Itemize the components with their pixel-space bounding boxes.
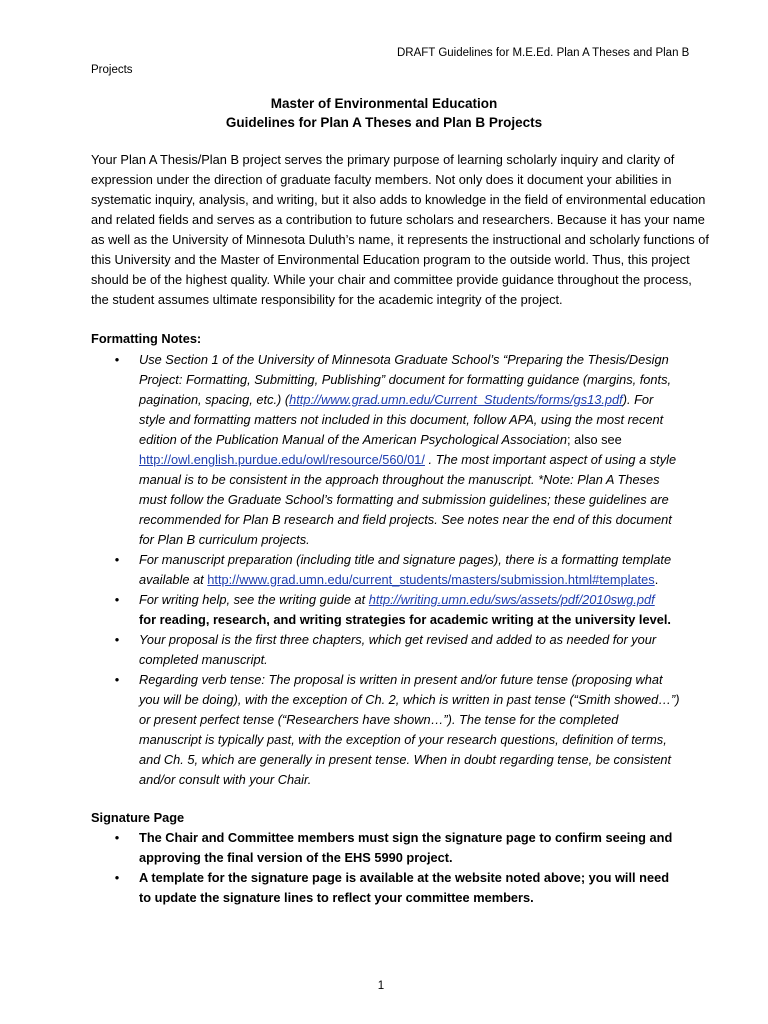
formatting-text: ; also see	[567, 432, 622, 447]
formatting-text: ). For style and formatting matters not included in this document, follow APA, using the most recent edition of the Publication Manual of the American Psychological Association	[139, 392, 664, 447]
page-number: 1	[377, 980, 385, 992]
list-item	[111, 350, 681, 550]
bullet-icon: •	[114, 352, 120, 367]
formatting-notes-list	[111, 350, 681, 790]
bullet-icon: •	[114, 632, 120, 647]
purdue-owl-link[interactable]: http://owl.english.purdue.edu/owl/resource/560/01/	[139, 452, 425, 467]
verb-tense-text: Regarding verb tense: The proposal is written in present and/or future tense (proposing what you will be doing), with the exception of Ch. 2, which is written in past tense (“Smith showed…”) or present perfect tense (“Researchers have shown…”). The tense for the completed manuscript is typically past, with the exception of your research questions, definition of terms, and Ch. 5, which are generally in present tense. When in doubt regarding tense, be consistent and/or consult with your Chair.	[139, 672, 680, 787]
signature-page-list	[111, 828, 681, 908]
list-item	[111, 590, 681, 630]
signature-page-heading: Signature Page	[91, 810, 185, 825]
template-text: For manuscript preparation (including title and signature pages), there is a formatting template available at	[139, 552, 672, 587]
bullet-icon: •	[114, 672, 120, 687]
template-text-end: .	[654, 572, 659, 587]
document-title: Master of Environmental Education	[270, 96, 498, 111]
writing-help-text: For writing help, see the writing guide at	[139, 592, 369, 607]
templates-link[interactable]: http://www.grad.umn.edu/current_students/masters/submission.html#templates	[207, 572, 655, 587]
intro-paragraph: Your Plan A Thesis/Plan B project serves the primary purpose of learning scholarly inquiry and clarity of expression under the direction of graduate faculty members. Not only does it document your abilities in systematic inquiry, analysis, and writing, but it also adds to knowledge in the field of environmental education and related fields and serves as a contribution to future scholars and researchers. Because it has your name as well as the University of Minnesota Duluth’s name, it represents the instructional and scholarly functions of this University and the Master of Environmental Education program to the outside world. Thus, this project should be of the highest quality. While your chair and committee provide guidance throughout the process, the student assumes ultimate responsibility for the academic integrity of the project.	[91, 152, 709, 307]
bullet-icon: •	[114, 830, 120, 845]
formatting-notes-heading: Formatting Notes:	[91, 331, 202, 346]
running-header-continued: Projects	[91, 64, 133, 76]
formatting-text: Use Section 1 of the University of Minnesota Graduate School’s “Preparing the Thesis/Design Project: Formatting, Submitting, Publishing” document for formatting guidance (margins, fonts, pagination, spacing, etc.) (	[139, 352, 672, 407]
writing-help-text-bold: for reading, research, and writing strategies for academic writing at the university level.	[139, 612, 671, 627]
document-subtitle: Guidelines for Plan A Theses and Plan B Projects	[225, 115, 543, 130]
signature-text: A template for the signature page is available at the website noted above; you will need to update the signature lines to reflect your committee members.	[139, 870, 670, 905]
formatting-text: . The most important aspect of using a style manual is to be consistent in the approach throughout the manuscript. *Note: Plan A Theses must follow the Graduate School’s formatting and submission guidelines; these guidelines are recommended for Plan B research and field projects. See notes near the end of this document for Plan B curriculum projects.	[139, 452, 677, 547]
bullet-icon: •	[114, 552, 120, 567]
list-item	[111, 868, 681, 908]
writing-guide-link[interactable]: http://writing.umn.edu/sws/assets/pdf/2010swg.pdf	[368, 592, 655, 607]
signature-text: The Chair and Committee members must sign the signature page to confirm seeing and approving the final version of the EHS 5990 project.	[139, 830, 673, 865]
list-item	[111, 630, 681, 670]
gs13-pdf-link[interactable]: http://www.grad.umn.edu/Current_Students/forms/gs13.pdf	[289, 392, 623, 407]
proposal-text: Your proposal is the first three chapters, which get revised and added to as needed for your completed manuscript.	[139, 632, 657, 667]
bullet-icon: •	[114, 592, 120, 607]
list-item	[111, 828, 681, 868]
list-item	[111, 670, 681, 790]
running-header: DRAFT Guidelines for M.E.Ed. Plan A Theses and Plan B	[397, 47, 690, 59]
bullet-icon: •	[114, 870, 120, 885]
list-item	[111, 550, 681, 590]
